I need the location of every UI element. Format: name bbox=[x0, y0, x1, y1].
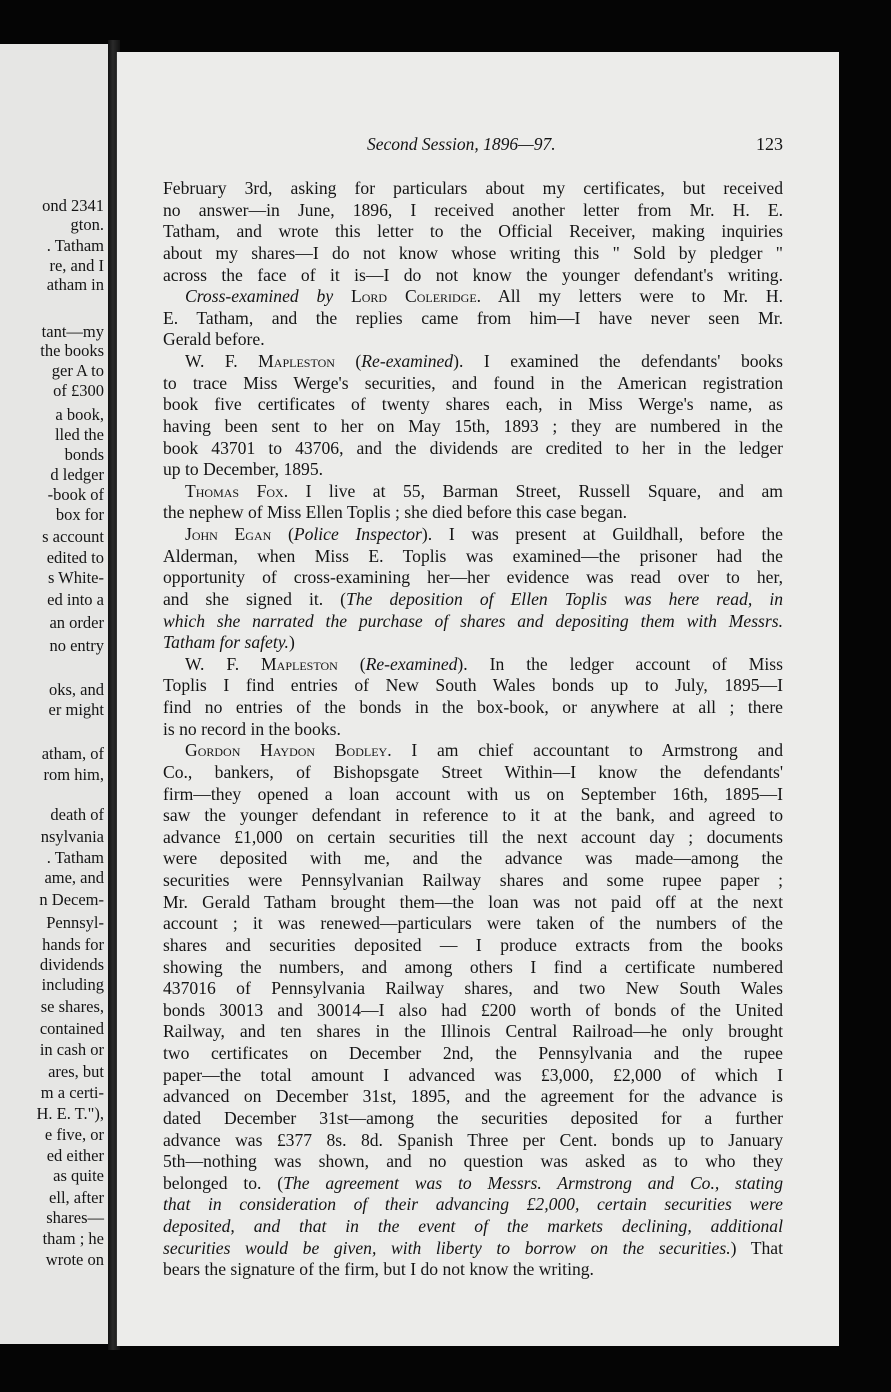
left-page-fragment: e five, or bbox=[44, 1125, 104, 1144]
left-page-fragment: as quite bbox=[53, 1166, 104, 1185]
body-line: firm—they opened a loan account with us on September 16th, 1895—I bbox=[163, 783, 783, 804]
left-page-fragment: . Tatham bbox=[46, 236, 104, 255]
left-page-fragment: dividends bbox=[39, 955, 104, 974]
text-span: I am chief accountant to Armstrong and bbox=[391, 740, 783, 761]
left-page-fragment: an order bbox=[49, 613, 104, 632]
body-line bbox=[163, 1216, 783, 1238]
left-page-fragment: oks, and bbox=[49, 680, 104, 699]
left-page-fragment: Pennsyl- bbox=[46, 913, 104, 932]
body-line bbox=[163, 524, 783, 546]
italic-text: Re-examined bbox=[365, 653, 458, 674]
left-page-fragment: H. E. T."), bbox=[36, 1104, 104, 1123]
body-line: about my shares—I do not know whose writing this " Sold by pledger " bbox=[163, 242, 783, 263]
left-page-fragment: in cash or bbox=[39, 1040, 104, 1059]
left-page-fragment: se shares, bbox=[40, 997, 104, 1016]
left-page-fragment: shares— bbox=[46, 1208, 104, 1227]
speaker-name: W. F. Mapleston bbox=[185, 653, 338, 674]
italic-text: that in consideration of their advancing £2,000, certain securities were bbox=[163, 1194, 783, 1215]
speaker-name: W. F. Mapleston bbox=[185, 351, 335, 371]
left-page-fragment: tham ; he bbox=[42, 1229, 104, 1248]
left-page-fragment: rom him, bbox=[43, 765, 104, 784]
text-span: and she signed it. ( bbox=[163, 588, 347, 609]
left-page-fragment: d ledger bbox=[50, 465, 104, 484]
body-line: book five certificates of twenty shares each, in Miss Werge's name, as bbox=[163, 394, 783, 415]
body-line: Tatham, and wrote this letter to the Official Receiver, making inquiries bbox=[163, 221, 783, 242]
body-line: shares and securities deposited — I produce extracts from the books bbox=[163, 934, 783, 955]
body-line: 437016 of Pennsylvania Railway shares, and two New South Wales bbox=[163, 978, 783, 999]
left-page-fragment: -book of bbox=[47, 485, 104, 504]
left-page-fragment: ares, but bbox=[48, 1062, 104, 1081]
italic-text: The agreement was to Messrs. Armstrong and Co., stating bbox=[283, 1172, 784, 1193]
body-line: February 3rd, asking for particulars about my certificates, but received bbox=[163, 178, 783, 198]
page-body-text bbox=[163, 178, 783, 1281]
left-page-fragment: contained bbox=[39, 1019, 104, 1038]
italic-text: The deposition of Ellen Toplis was here read, in bbox=[346, 588, 783, 609]
left-page-fragment: s White- bbox=[47, 568, 104, 587]
body-line bbox=[163, 654, 783, 676]
body-line bbox=[163, 632, 783, 654]
body-line: Railway, and ten shares in the Illinois Central Railroad—he only brought bbox=[163, 1021, 783, 1042]
running-head bbox=[117, 134, 839, 158]
body-line bbox=[163, 481, 783, 503]
body-line bbox=[163, 351, 783, 373]
body-line: is no record in the books. bbox=[163, 718, 341, 739]
text-span: ( bbox=[271, 524, 294, 544]
body-line: Mr. Gerald Tatham brought them—the loan was not paid off at the next bbox=[163, 891, 783, 912]
italic-text: which she narrated the purchase of shares and depositing them with Messrs. bbox=[163, 610, 783, 631]
body-line: the nephew of Miss Ellen Toplis ; she died before this case began. bbox=[163, 502, 628, 523]
body-line: showing the numbers, and among others I find a certificate numbered bbox=[163, 956, 783, 977]
body-line: to trace Miss Werge's securities, and found in the American registration bbox=[163, 372, 783, 393]
left-page-fragment: atham, of bbox=[41, 744, 104, 763]
page-number: 123 bbox=[756, 134, 783, 154]
text-span: ). I examined the defendants' books bbox=[453, 351, 783, 371]
left-page-fragment: atham in bbox=[46, 275, 104, 294]
body-line bbox=[163, 1173, 783, 1195]
body-line: advance was £377 8s. 8d. Spanish Three per Cent. bonds up to January bbox=[163, 1129, 783, 1150]
body-line: Alderman, when Miss E. Toplis was examined—the prisoner had the bbox=[163, 545, 783, 566]
text-span: ). In the ledger account of Miss bbox=[457, 653, 783, 674]
body-line: Co., bankers, of Bishopsgate Street Within—I know the defendants' bbox=[163, 761, 783, 782]
text-span: All my letters were to Mr. H. bbox=[481, 286, 783, 307]
left-page-fragment: edited to bbox=[46, 548, 104, 567]
left-page-fragment: ond 2341 bbox=[42, 196, 104, 215]
body-line: paper—the total amount I advanced was £3,000, £2,000 of which I bbox=[163, 1064, 783, 1085]
right-page bbox=[116, 52, 839, 1346]
left-page-fragment: . Tatham bbox=[46, 848, 104, 867]
body-line bbox=[163, 611, 783, 633]
left-page-fragment: s account bbox=[42, 527, 104, 546]
body-line: dated December 31st—among the securities deposited for a further bbox=[163, 1107, 783, 1128]
body-line: no answer—in June, 1896, I received another letter from Mr. H. E. bbox=[163, 199, 783, 220]
text-span: ) That bbox=[730, 1237, 783, 1258]
running-head-title: Second Session, 1896—97. bbox=[367, 134, 556, 154]
left-page-fragment: death of bbox=[50, 805, 104, 824]
speaker-name: Lord Coleridge. bbox=[351, 286, 482, 307]
text-span bbox=[333, 286, 351, 306]
italic-text: deposited, and that in the event of the markets declining, additional bbox=[163, 1216, 783, 1236]
text-span: ( bbox=[337, 653, 366, 674]
left-page-fragment: n Decem- bbox=[39, 890, 104, 909]
left-page-fragment: ame, and bbox=[44, 868, 104, 887]
body-line: having been sent to her on May 15th, 1893 ; they are numbered in the bbox=[163, 415, 783, 436]
left-page-fragment: m a certi- bbox=[40, 1083, 104, 1102]
body-line bbox=[163, 1194, 783, 1216]
left-page-fragment: re, and I bbox=[49, 256, 104, 275]
body-line: were deposited with me, and the advance was made—among the bbox=[163, 848, 783, 869]
body-line: across the face of it is—I do not know the younger defendant's writing. bbox=[163, 264, 783, 285]
body-line bbox=[163, 286, 783, 308]
body-line: account ; it was renewed—particulars were taken of the numbers of the bbox=[163, 913, 783, 934]
body-line: opportunity of cross-examining her—her evidence was read over to her, bbox=[163, 567, 783, 588]
body-line: two certificates on December 2nd, the Pennsylvania and the rupee bbox=[163, 1043, 783, 1063]
italic-text: securities would be given, with liberty to borrow on the securities. bbox=[163, 1237, 731, 1258]
left-page-fragment: ell, after bbox=[49, 1188, 104, 1207]
left-page-fragment: hands for bbox=[42, 935, 104, 954]
body-line: Gerald before. bbox=[163, 329, 265, 350]
left-page-fragment: ed into a bbox=[47, 590, 104, 609]
italic-text: Re-examined bbox=[361, 351, 454, 371]
left-page-fragment: tant—my bbox=[41, 322, 104, 341]
body-line: bears the signature of the firm, but I do not know the writing. bbox=[163, 1259, 594, 1280]
body-line: find no entries of the bonds in the box-book, or anywhere at all ; there bbox=[163, 697, 783, 717]
text-span: belonged to. ( bbox=[163, 1172, 284, 1193]
body-line: book 43701 to 43706, and the dividends are credited to her in the ledger bbox=[163, 437, 783, 458]
left-page-fragment: ger A to bbox=[51, 361, 104, 380]
body-line: E. Tatham, and the replies came from him—I have never seen Mr. bbox=[163, 307, 783, 328]
left-page-fragment: box for bbox=[55, 505, 104, 524]
body-line: 5th—nothing was shown, and no question was asked as to who they bbox=[163, 1151, 783, 1172]
left-facing-page bbox=[0, 44, 110, 1344]
body-line: Toplis I find entries of New South Wales bonds up to July, 1895—I bbox=[163, 675, 783, 696]
body-line: advanced on December 31st, 1895, and the agreement for the advance is bbox=[163, 1086, 783, 1107]
text-span: I live at 55, Barman Street, Russell Square, and am bbox=[288, 480, 783, 501]
left-page-fragment: of £300 bbox=[53, 381, 104, 400]
left-page-fragment: bonds bbox=[64, 445, 104, 464]
left-page-fragment: nsylvania bbox=[40, 827, 104, 846]
body-line bbox=[163, 589, 783, 611]
body-line: securities were Pennsylvanian Railway shares and some rupee paper ; bbox=[163, 870, 783, 890]
left-page-fragment: gton. bbox=[70, 215, 104, 234]
left-page-fragment: a book, bbox=[55, 405, 104, 424]
body-line: bonds 30013 and 30014—I also had £200 worth of bonds of the United bbox=[163, 999, 783, 1020]
text-span: ) bbox=[288, 632, 295, 653]
body-line: saw the younger defendant in reference to it at the bank, and agreed to bbox=[163, 805, 783, 826]
speaker-name: Gordon Haydon Bodley. bbox=[185, 740, 392, 761]
body-line: advance £1,000 on certain securities till the next account day ; documents bbox=[163, 826, 783, 847]
body-line bbox=[163, 1238, 783, 1260]
left-page-fragment: the books bbox=[40, 341, 104, 360]
left-page-fragment: lled the bbox=[54, 425, 104, 444]
speaker-name: John Egan bbox=[185, 524, 272, 544]
text-span: ( bbox=[334, 351, 362, 371]
body-line bbox=[163, 740, 783, 762]
italic-text: Tatham for safety. bbox=[163, 632, 289, 653]
left-page-fragment: wrote on bbox=[45, 1250, 104, 1269]
italic-text: Cross-examined by bbox=[185, 286, 334, 307]
body-line: up to December, 1895. bbox=[163, 459, 324, 480]
left-page-fragment: including bbox=[41, 975, 104, 994]
left-page-fragment: ed either bbox=[46, 1146, 104, 1165]
left-page-fragment: no entry bbox=[49, 636, 104, 655]
italic-text: Police Inspector bbox=[293, 524, 422, 544]
text-span: ). I was present at Guildhall, before the bbox=[421, 524, 783, 544]
speaker-name: Thomas Fox. bbox=[185, 480, 289, 501]
left-page-fragment: er might bbox=[48, 700, 104, 719]
